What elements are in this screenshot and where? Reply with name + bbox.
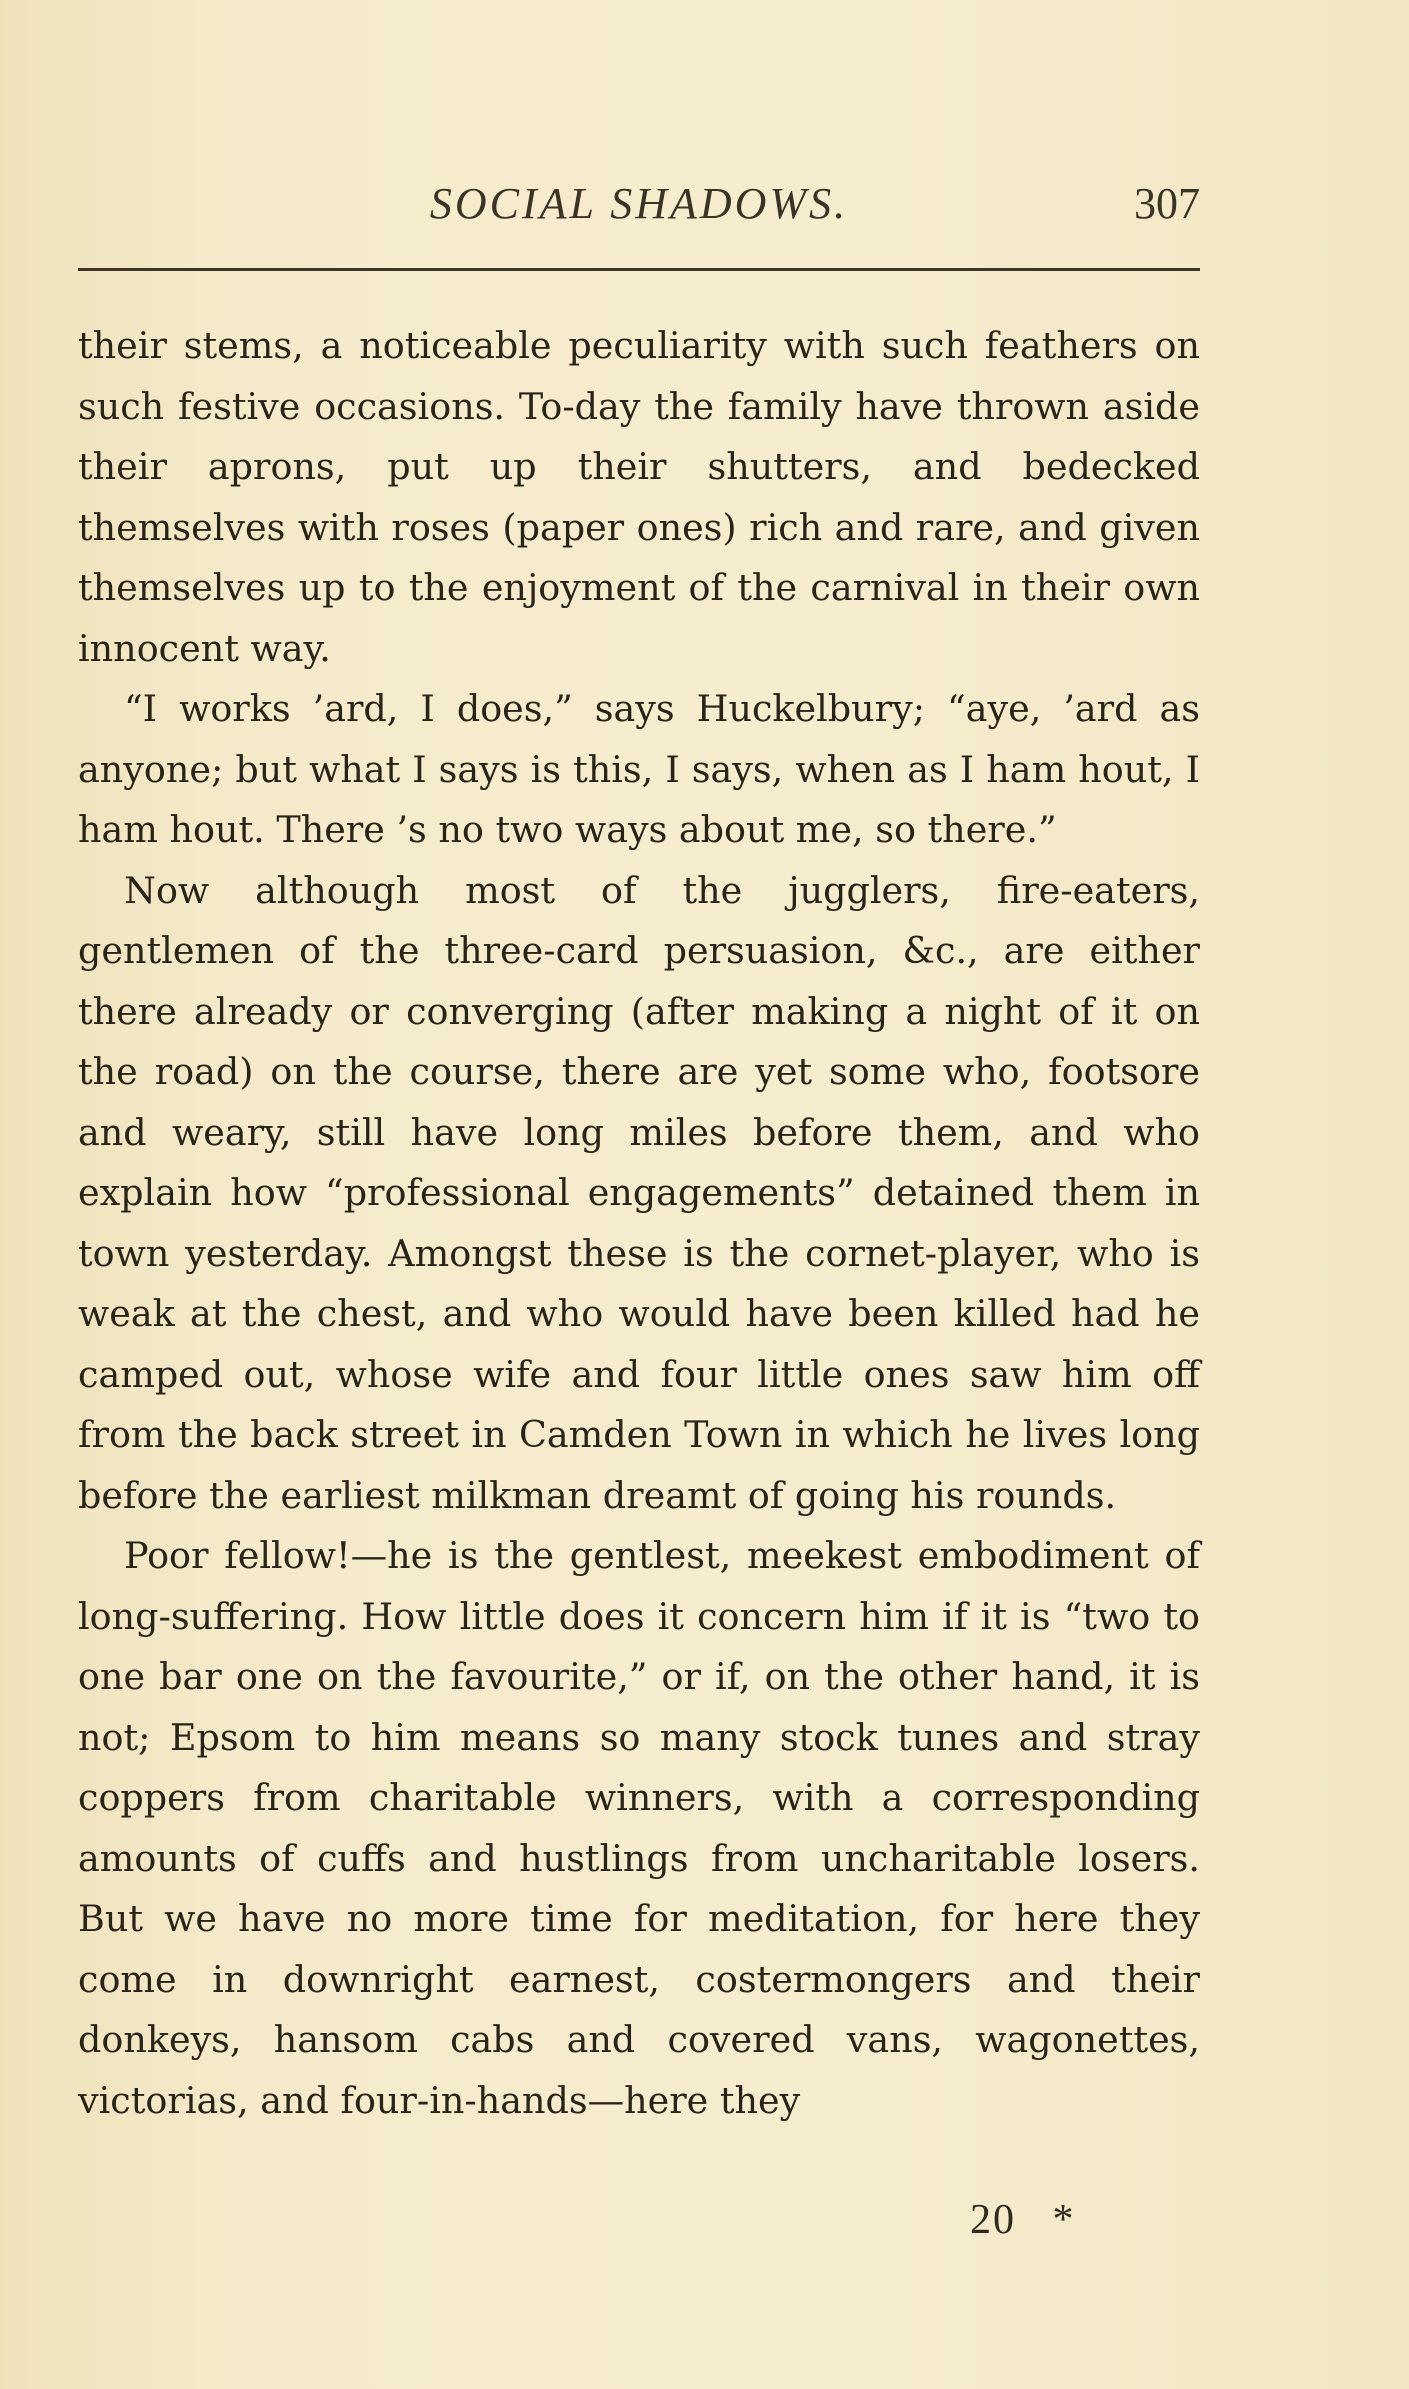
signature-number: 20 (970, 2197, 1016, 2243)
header-rule (78, 268, 1200, 271)
signature-asterisk: * (1052, 2197, 1076, 2243)
signature-mark (970, 2196, 1076, 2244)
paragraph-3: Now although most of the jugglers, fire-eaters, gentlemen of the three-card persuasion, &c., are either there already or converging (after making a night of it on the road) on the course, there are yet some who, footsore and weary, still have long miles before them, and who explain how “professional engagements” detained them in town yesterday. Amongst these is the cornet-player, who is weak at the chest, and who would have been killed had he camped out, whose wife and four little ones saw him off from the back street in Camden Town in which he lives long before the earliest milkman dreamt of going his rounds. (78, 868, 1200, 1517)
running-title: SOCIAL SHADOWS. (429, 179, 849, 228)
page-number: 307 (1134, 179, 1200, 228)
paragraph-4: Poor fellow!—he is the gentlest, meekest embodiment of long-suffering. How little does it concern him if it is “two to one bar one on the favourite,” or if, on the other hand, it is not; Epsom to him means so many stock tunes and stray coppers from charitable winners, with a corresponding amounts of cuffs and hustlings from uncharitable losers. But we have no more time for meditation, for here they come in downright earnest, costermongers and their donkeys, hansom cabs and covered vans, wagonettes, victorias, and four-in-hands—here they (78, 1534, 1200, 2122)
paragraph-2: “I works ’ard, I does,” says Huckelbury; “aye, ’ard as anyone; but what I says is this, I says, when as I ham hout, I ham hout. There ’s no two ways about me, so there.” (78, 687, 1200, 851)
body-text (78, 316, 1200, 2131)
paragraph-1: their stems, a noticeable peculiarity with such feathers on such festive occasions. To-day the family have thrown aside their aprons, put up their shutters, and bedecked themselves with roses (paper ones) rich and rare, and given themselves up to the enjoyment of the carnival in their own innocent way. (78, 324, 1200, 670)
running-head (78, 178, 1200, 242)
